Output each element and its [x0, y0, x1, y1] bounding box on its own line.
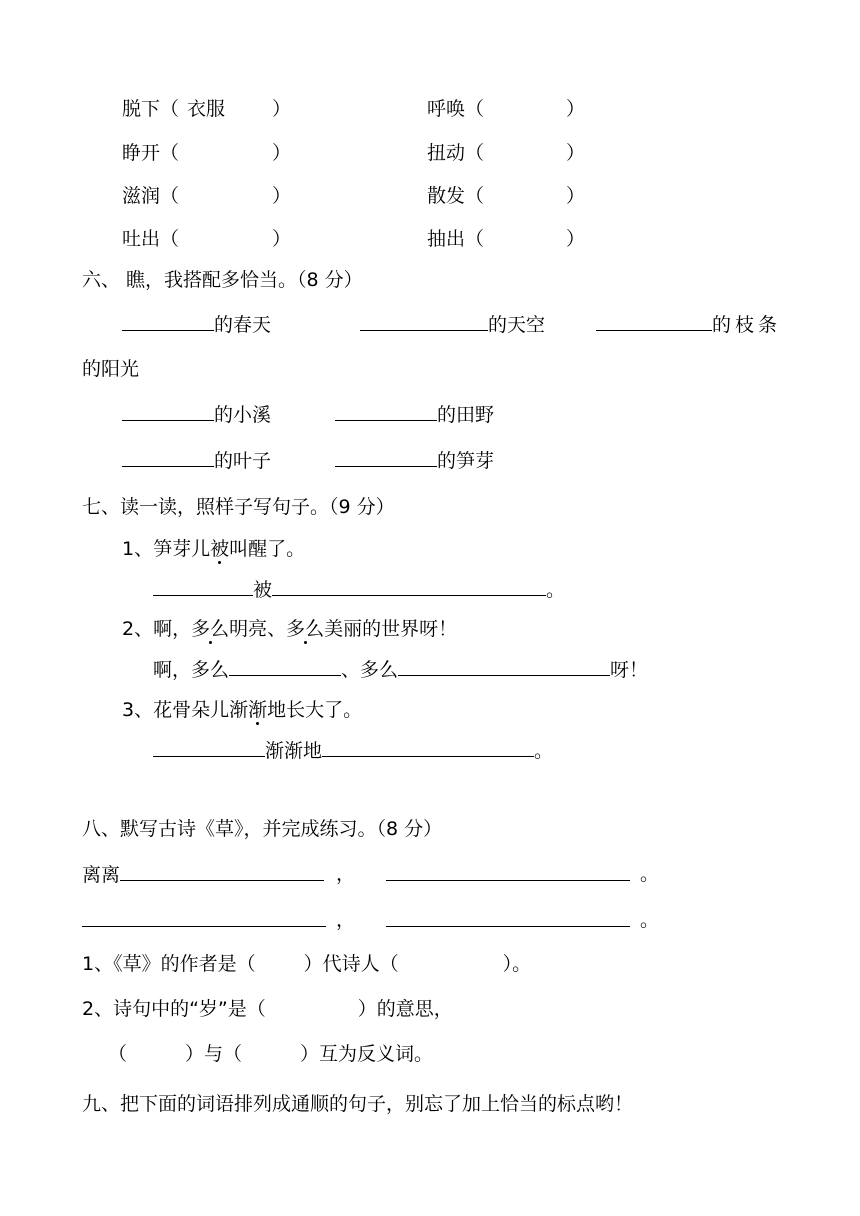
blank-zhitiao[interactable]	[596, 312, 712, 331]
phrase-yangguang: 的阳光	[82, 358, 140, 380]
blank-poem-2[interactable]	[386, 862, 630, 881]
section-6-title: 六、 瞧，我搭配多恰当。（8 分）	[82, 269, 363, 291]
blank-s2-a[interactable]	[229, 657, 341, 676]
word-row-2: 睁开（	[122, 142, 180, 164]
word-row-3: 滋润（	[122, 185, 180, 207]
blank-s3-b[interactable]	[322, 738, 534, 757]
answer-line-1: 被 。	[153, 577, 565, 602]
answer-yifu: 衣服	[187, 98, 226, 120]
question-8-3: （ ）与（ ）互为反义词。	[108, 1043, 434, 1065]
word-row-1: 脱下（ 衣服	[122, 98, 226, 120]
example-sentence-3: 3、花骨朵儿渐渐地长大了。	[122, 699, 363, 721]
word-tuchu: 吐出	[122, 228, 161, 250]
poem-line-1: 离离	[82, 862, 324, 887]
example-sentence-1: 1、笋芽儿被叫醒了。	[122, 538, 306, 560]
word-row-4: 吐出（	[122, 228, 180, 250]
blank-poem-3[interactable]	[82, 908, 326, 927]
word-chouchu: 抽出	[427, 228, 466, 250]
blank-sunya[interactable]	[335, 448, 437, 467]
question-8-2: 2、诗句中的“岁”是（ ）的意思，	[82, 998, 453, 1020]
section-9-title: 九、把下面的词语排列成通顺的句子，别忘了加上恰当的标点哟！	[82, 1093, 634, 1115]
blank-s2-b[interactable]	[398, 657, 610, 676]
blank-chuntian[interactable]	[122, 312, 214, 331]
word-sanfa: 散发	[427, 185, 466, 207]
poem-line-2	[82, 908, 326, 933]
word-niudong: 扭动	[427, 142, 466, 164]
blank-s1-b[interactable]	[272, 577, 546, 596]
blank-s3-a[interactable]	[153, 738, 265, 757]
blank-s1-a[interactable]	[153, 577, 253, 596]
blank-tianye[interactable]	[335, 402, 437, 421]
question-8-1: 1、《草》的作者是（ ）代诗人（ ）。	[82, 953, 532, 975]
example-sentence-2: 2、啊，多么明亮、多么美丽的世界呀！	[122, 618, 458, 640]
blank-xiaoxi[interactable]	[122, 402, 214, 421]
blank-poem-1[interactable]	[120, 862, 324, 881]
blank-yezi[interactable]	[122, 448, 214, 467]
answer-line-3: 渐渐地 。	[153, 738, 553, 763]
answer-line-2: 啊，多么 、多么 呀！	[153, 659, 649, 681]
section-7-title: 七、读一读，照样子写句子。（9 分）	[82, 496, 395, 518]
word-huhuan: 呼唤	[427, 98, 466, 120]
blank-tiankong[interactable]	[360, 312, 488, 331]
word-tuoxia: 脱下	[122, 98, 161, 120]
section-8-title: 八、默写古诗《草》，并完成练习。（8 分）	[82, 818, 443, 840]
blank-poem-4[interactable]	[386, 908, 630, 927]
word-ziRun: 滋润	[122, 185, 161, 207]
word-zhengkai: 睁开	[122, 142, 161, 164]
